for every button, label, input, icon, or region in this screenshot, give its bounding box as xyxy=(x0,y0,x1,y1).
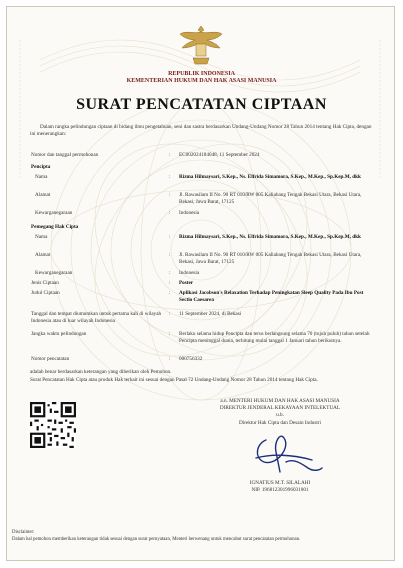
closing-line-2: Surat Pencatatan Hak Cipta atau produk Hak terkait ini sesuai dengan Pasal 72 Undang-Undang Nomor 28 Tahun 2014 tentang Hak Cipta. xyxy=(30,377,318,383)
header-country: REPUBLIK INDONESIA xyxy=(168,71,235,77)
garuda-emblem-icon xyxy=(176,20,226,70)
signatory-name: IGNATIUS M.T. SILALAHI xyxy=(249,480,311,486)
signature-icon xyxy=(236,428,326,478)
intro-paragraph: Dalam rangka pelindungan ciptaan di bidang ilmu pengetahuan, seni dan sastra berdasarkan Undang-Undang Nomor 28 Tahun 2014 tentang Hak Cipta, dengan ini menerangkan: xyxy=(30,124,372,137)
disclaimer-label: Disclaimer: xyxy=(12,530,35,535)
closing-line-1: adalah benar berdasarkan keterangan yang diberikan oleh Pemohon. xyxy=(30,369,172,375)
sign-line-1: a.n. MENTERI HUKUM DAN HAK ASASI MANUSIA xyxy=(220,398,340,404)
certificate-page: REPUBLIK INDONESIA KEMENTERIAN HUKUM DAN HAK ASASI MANUSIA SURAT PENCATATAN CIPTAAN Dalam rangka pelindungan ciptaan di bidang ilmu pengetahuan, seni dan sastra berdasarkan Undang-Undang Nomor 28 Tahun 2014 tentang Hak Cipta, dengan ini menerangkan: Nomor dan tanggal permohonan : EC002024184048, 11 September 2024 Pencipta Nama : Rizma Hilmaysari, S.Kep., Ns. Elfrida Simamora, S.Kep., M.Kep., Sp.Kep.M, dkk Alamat : Jl. Rawasilam II No. 90 RT 010/RW 005 Kaliabang Tengah Bekasi Utara, Bekasi Utara, Bekasi, Jawa Barat, 17125 Kewarganegaraan : Indonesia Pemegang Hak Cipta Nama : Rizma Hilmaysari, S.Kep., Ns. Elfrida Simamora, S.Kep., M.Kep., Sp.Kep.M, dkk Alamat : Jl. Rawasilam II No. 90 RT 010/RW 005 Kaliabang Tengah Bekasi Utara, Bekasi Utara, Bekasi, Jawa Barat, 17125 Kewarganegaraan : Indonesia Jenis Ciptaan : Poster Judul Ciptaan : Aplikasi Jacobson's Relaxation Terhadap Peningkatan Sleep Quality Pada Ibu Post Sectio Caesarea Tanggal dan tempat diumumkan untuk pertama kali di wilayah Indonesia atau di luar wilayah Indonesia : 11 September 2024, di Bekasi Jangka waktu pelindungan : Berlaku selama hidup Pencipta dan terus berlangsung selama 70 (tujuh puluh) tahun setelah Pencipta meninggal dunia, terhitung mulai tanggal 1 Januari tahun berikutnya. Nomor pencatatan : 000756332 adalah benar berdasarkan keterangan yang diberikan oleh Pemohon. Surat Pencatatan Hak Cipta atau produk Hak terkait ini sesuai dengan Pasal 72 Undang-Undang Nomor 28 Tahun 2014 tentang Hak Cipta. a.n. MENTERI HUKUM DAN HAK ASASI MANUSIA DIREKTUR JENDERAL KEKAYAAN INTELEKTUAL u.b. Direktur Hak Cipta dan Desain Industri IGNATIUS M.T. SILALAHI NIP. 196812301996031001 Disclaimer: Dalam hal pemohon memberikan keterangan tidak sesuai dengan surat pernyataan, Menteri berwenang untuk mencabut surat pencatatan permohonan. xyxy=(0,0,403,568)
disclaimer-text: Dalam hal pemohon memberikan keterangan tidak sesuai dengan surat pernyataan, Menteri berwenang untuk mencabut surat pencatatan permohonan. xyxy=(12,537,301,542)
header-ministry: KEMENTERIAN HUKUM DAN HAK ASASI MANUSIA xyxy=(126,78,277,84)
document-title: SURAT PENCATATAN CIPTAAN xyxy=(76,96,327,113)
sign-line-2: DIREKTUR JENDERAL KEKAYAAN INTELEKTUAL xyxy=(219,405,341,411)
sign-line-3: u.b. xyxy=(276,412,284,418)
sign-line-4: Direktur Hak Cipta dan Desain Industri xyxy=(239,420,321,426)
signatory-nip: NIP. 196812301996031001 xyxy=(251,487,309,493)
section-copyright-holder: Pemegang Hak Cipta xyxy=(31,224,79,230)
qr-code-icon xyxy=(30,402,76,448)
section-creator: Pencipta xyxy=(31,164,51,170)
